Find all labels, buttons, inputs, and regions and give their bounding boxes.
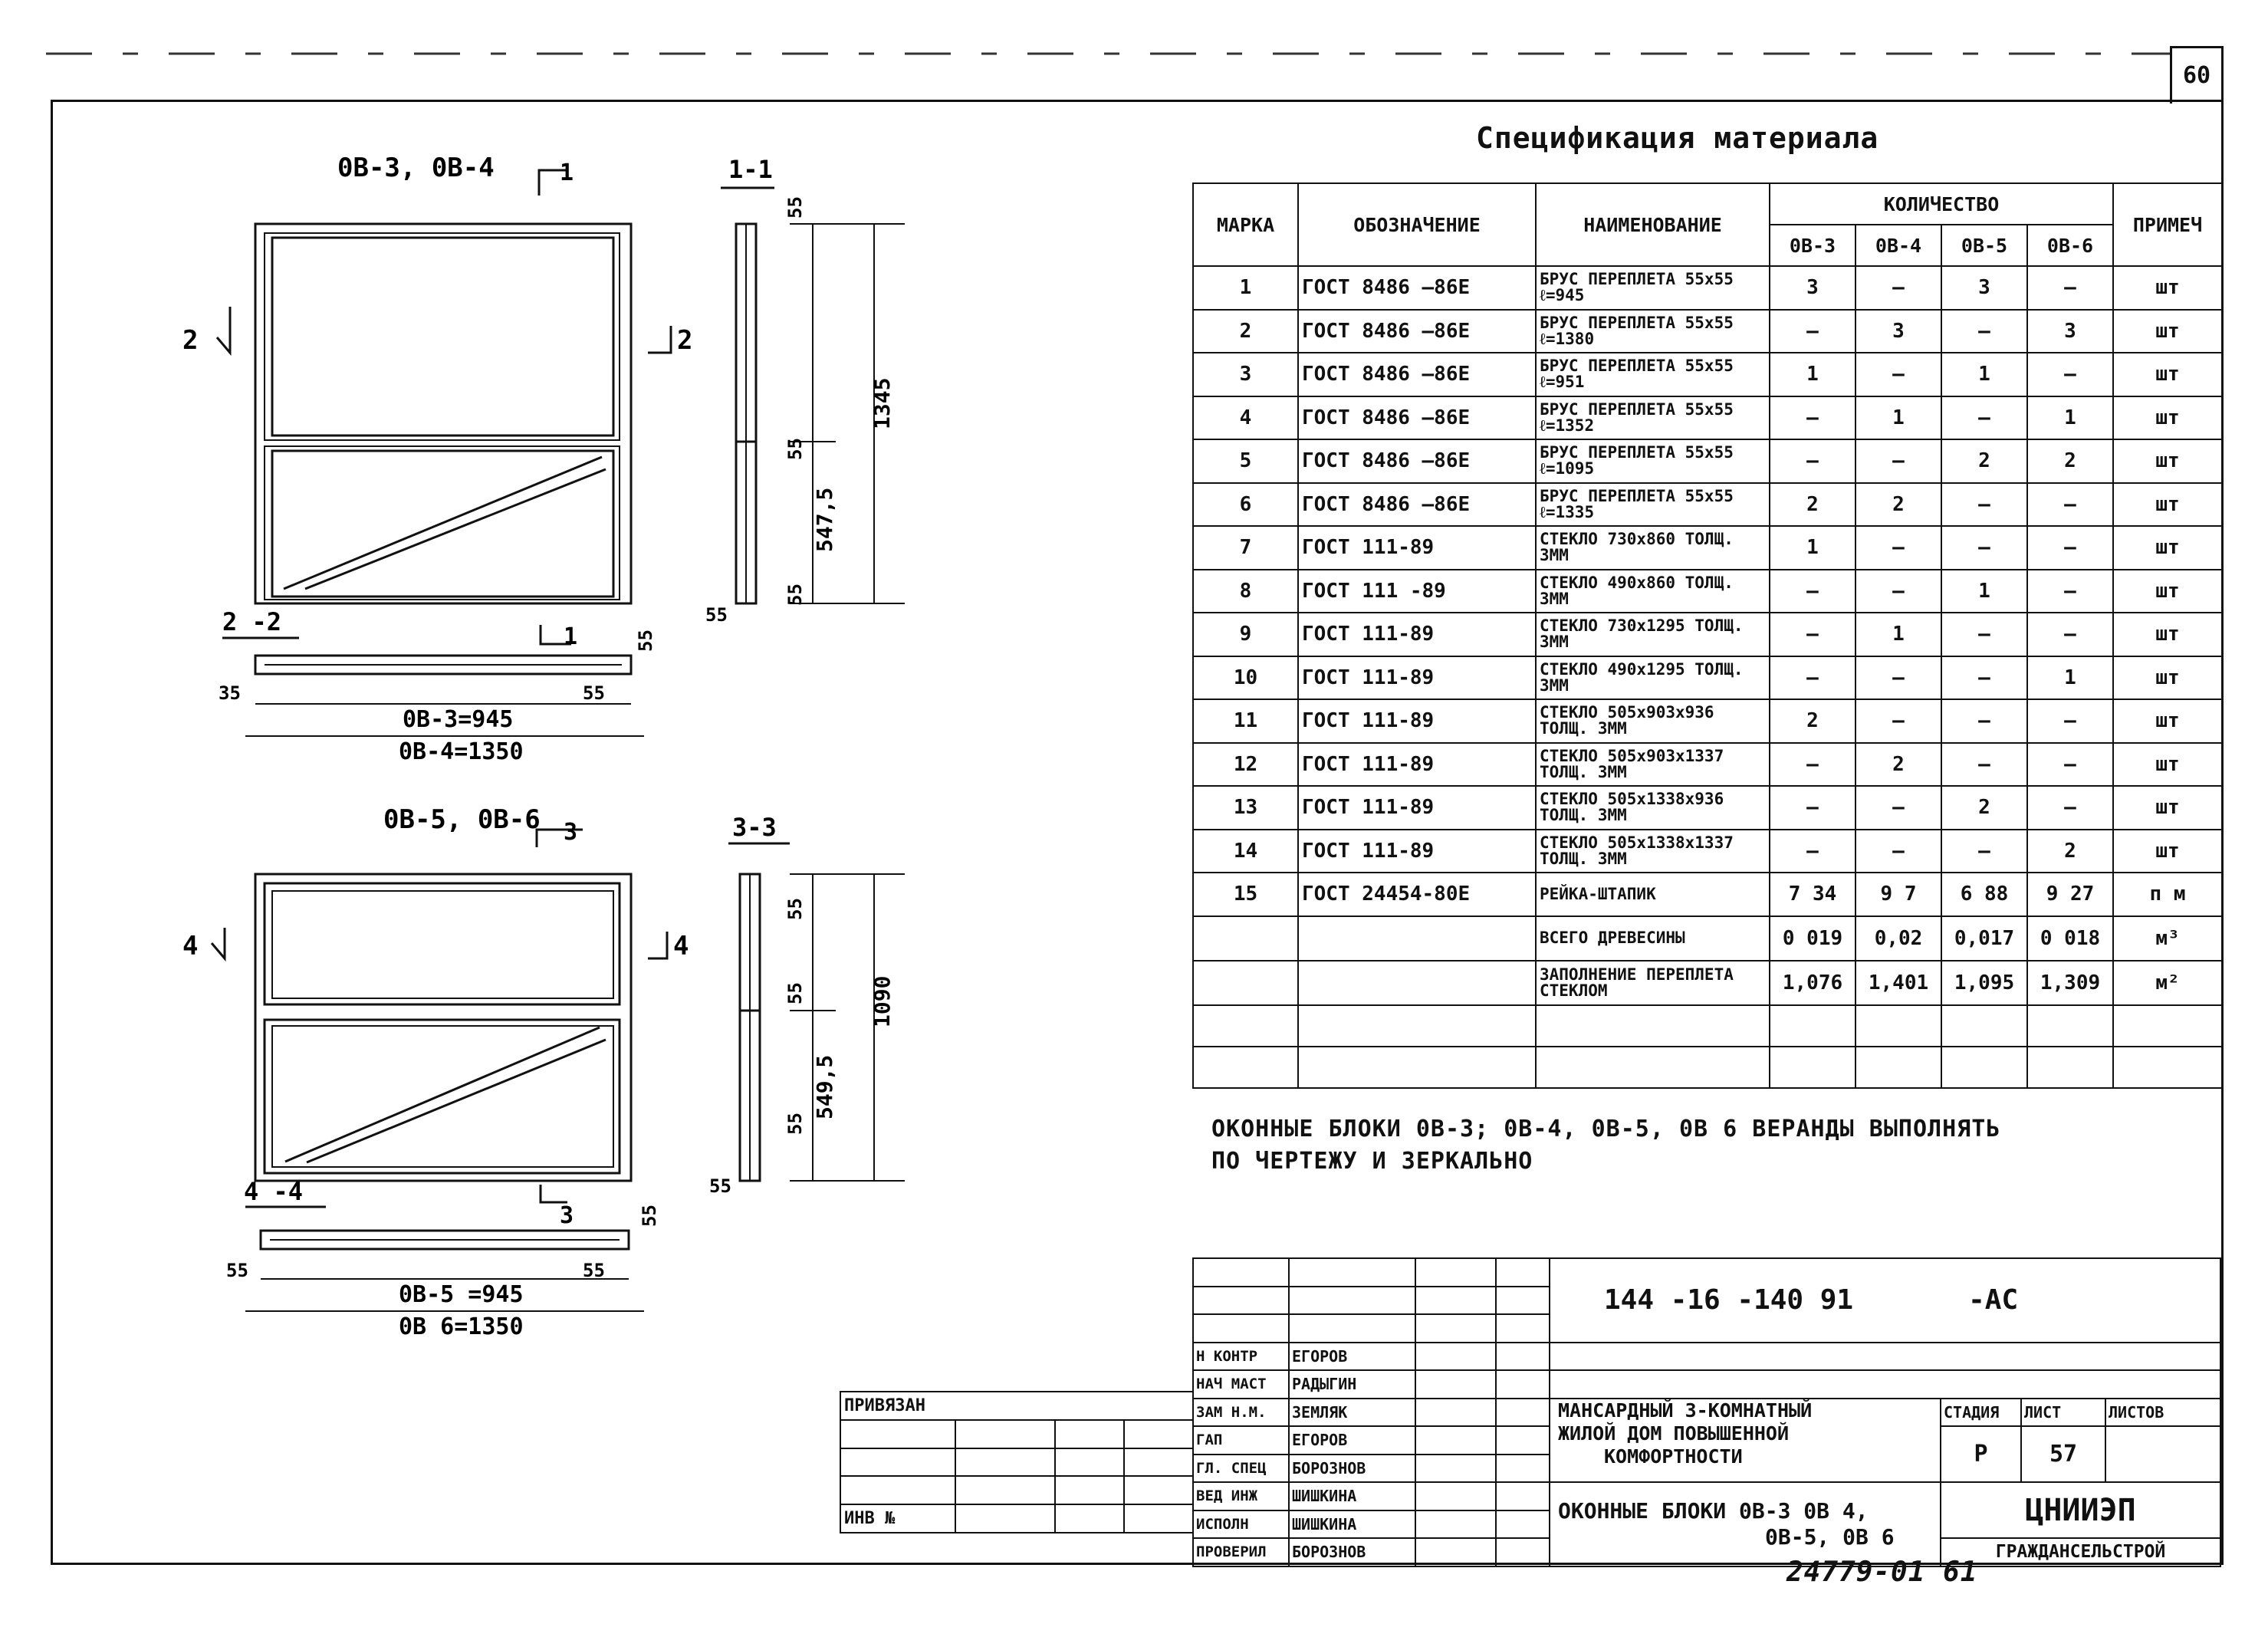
dim-55-m: 55 bbox=[583, 1260, 605, 1281]
role-label: НАЧ МАСТ bbox=[1193, 1370, 1289, 1399]
summary-name: ЗАПОЛНЕНИЕ ПЕРЕПЛЕТА СТЕКЛОМ bbox=[1536, 961, 1770, 1005]
spec-qty-ob6: — bbox=[2027, 699, 2113, 743]
spec-qty-ob4: — bbox=[1855, 570, 1941, 613]
section-3-3-label: 3-3 bbox=[732, 813, 777, 842]
spec-qty-ob3: 3 bbox=[1770, 266, 1855, 310]
spec-qty-ob6: 1 bbox=[2027, 396, 2113, 440]
title-cell bbox=[1193, 1258, 1289, 1287]
spec-note: шт bbox=[2113, 483, 2222, 527]
summary-ob6: 1,309 bbox=[2027, 961, 2113, 1005]
spec-name: БРУС ПЕРЕПЛЕТА 55х55 ℓ=945 bbox=[1536, 266, 1770, 310]
binding-label: ПРИВЯЗАН bbox=[840, 1392, 1193, 1420]
dim-35: 35 bbox=[219, 682, 241, 704]
spec-name: БРУС ПЕРЕПЛЕТА 55х55 ℓ=1380 bbox=[1536, 310, 1770, 353]
title-cell bbox=[1415, 1314, 1496, 1343]
spec-note: шт bbox=[2113, 656, 2222, 700]
spec-qty-ob4: — bbox=[1855, 353, 1941, 396]
blank-row bbox=[1193, 1047, 2222, 1088]
summary-ob4: 0,02 bbox=[1855, 916, 1941, 961]
drawing-name-line: 0В-5, 0В 6 bbox=[1765, 1524, 1895, 1550]
spec-designation: ГОСТ 24454-80Е bbox=[1298, 873, 1536, 916]
binding-block bbox=[840, 1391, 1194, 1533]
summary-row bbox=[1193, 961, 2222, 1005]
blank-row bbox=[1193, 1005, 2222, 1047]
project-name-line: ЖИЛОЙ ДОМ ПОВЫШЕННОЙ bbox=[1558, 1422, 1790, 1445]
header-note: ПРИМЕЧ bbox=[2113, 183, 2222, 266]
role-person: ШИШКИНА bbox=[1289, 1482, 1415, 1510]
summary-ob3: 0 019 bbox=[1770, 916, 1855, 961]
spec-qty-ob5: — bbox=[1941, 830, 2027, 873]
drawing-bottom-title: 0В-5, 0В-6 bbox=[383, 804, 541, 835]
spec-designation: ГОСТ 8486 —86Е bbox=[1298, 396, 1536, 440]
spec-qty-ob5: — bbox=[1941, 613, 2027, 656]
spec-name: СТЕКЛО 490х860 ТОЛЩ. 3ММ bbox=[1536, 570, 1770, 613]
spec-note: шт bbox=[2113, 266, 2222, 310]
spec-qty-ob5: — bbox=[1941, 526, 2027, 570]
dim-55-l: 55 bbox=[226, 1260, 248, 1281]
spec-mark: 13 bbox=[1193, 786, 1298, 830]
sheet-label: ЛИСТ bbox=[2021, 1399, 2105, 1427]
sheets-label: ЛИСТОВ bbox=[2105, 1399, 2220, 1427]
date-cell bbox=[1496, 1482, 1550, 1510]
dim-55-g: 55 bbox=[784, 898, 806, 920]
summary-name: ВСЕГО ДРЕВЕСИНЫ bbox=[1536, 916, 1770, 961]
table-row bbox=[1193, 396, 2222, 440]
spec-designation: ГОСТ 8486 —86Е bbox=[1298, 310, 1536, 353]
cut-1-top: 1 bbox=[560, 159, 574, 186]
stage-label: СТАДИЯ bbox=[1941, 1399, 2021, 1427]
ob5-frame-outer bbox=[255, 874, 631, 1181]
spec-qty-ob4: 2 bbox=[1855, 743, 1941, 787]
role-person: ЕГОРОВ bbox=[1289, 1343, 1415, 1371]
table-row bbox=[1193, 786, 2222, 830]
spec-mark: 10 bbox=[1193, 656, 1298, 700]
date-cell bbox=[1496, 1510, 1550, 1539]
table-row bbox=[1193, 526, 2222, 570]
summary-ob6: 0 018 bbox=[2027, 916, 2113, 961]
section-2-2-label: 2 -2 bbox=[222, 607, 282, 636]
spec-qty-ob5: 1 bbox=[1941, 570, 2027, 613]
document-code bbox=[1550, 1258, 2220, 1343]
spec-qty-ob4: — bbox=[1855, 656, 1941, 700]
spec-name: СТЕКЛО 490х1295 ТОЛЩ. 3ММ bbox=[1536, 656, 1770, 700]
table-row bbox=[1193, 266, 2222, 310]
spec-note: шт bbox=[2113, 526, 2222, 570]
spec-qty-ob4: — bbox=[1855, 266, 1941, 310]
drawing-top-title: 0В-3, 0В-4 bbox=[337, 153, 495, 183]
table-row bbox=[1193, 353, 2222, 396]
spec-note: шт bbox=[2113, 570, 2222, 613]
ob5-width: 0В-5 =945 bbox=[399, 1281, 524, 1308]
table-row bbox=[1193, 743, 2222, 787]
summary-ob3: 1,076 bbox=[1770, 961, 1855, 1005]
ob4-width: 0В-4=1350 bbox=[399, 738, 524, 765]
spec-name: РЕЙКА-ШТАПИК bbox=[1536, 873, 1770, 916]
spec-designation: ГОСТ 111-89 bbox=[1298, 699, 1536, 743]
title-cell bbox=[1289, 1258, 1415, 1287]
table-row bbox=[1193, 873, 2222, 916]
title-cell bbox=[1289, 1287, 1415, 1315]
spec-qty-ob6: — bbox=[2027, 353, 2113, 396]
date-cell bbox=[1496, 1455, 1550, 1483]
role-label: ГАП bbox=[1193, 1426, 1289, 1455]
spec-designation: ГОСТ 8486 —86Е bbox=[1298, 439, 1536, 483]
summary-ob5: 1,095 bbox=[1941, 961, 2027, 1005]
summary-ob5: 0,017 bbox=[1941, 916, 2027, 961]
spec-name: БРУС ПЕРЕПЛЕТА 55х55 ℓ=1335 bbox=[1536, 483, 1770, 527]
window-drawings bbox=[0, 0, 1150, 1380]
spec-mark: 15 bbox=[1193, 873, 1298, 916]
signature-cell bbox=[1415, 1455, 1496, 1483]
dim-1090: 1090 bbox=[869, 975, 895, 1027]
spec-title: Спецификация материала bbox=[1476, 121, 1879, 155]
table-row bbox=[1193, 830, 2222, 873]
document-code-number: 144 -16 -140 91 bbox=[1604, 1284, 1854, 1317]
spec-qty-ob4: — bbox=[1855, 439, 1941, 483]
signature-cell bbox=[1415, 1370, 1496, 1399]
dim-55-e: 55 bbox=[635, 629, 656, 652]
organization-subname: ГРАЖДАНСЕЛЬСТРОЙ bbox=[1941, 1538, 2220, 1566]
spec-qty-ob3: — bbox=[1770, 439, 1855, 483]
spec-name: БРУС ПЕРЕПЛЕТА 55х55 ℓ=1095 bbox=[1536, 439, 1770, 483]
spec-designation: ГОСТ 111-89 bbox=[1298, 656, 1536, 700]
header-ob6: 0В-6 bbox=[2027, 225, 2113, 266]
date-cell bbox=[1496, 1370, 1550, 1399]
role-person: ЕГОРОВ bbox=[1289, 1426, 1415, 1455]
drawing-name-line: ОКОННЫЕ БЛОКИ 0В-3 0В 4, bbox=[1558, 1497, 1869, 1524]
spec-mark: 3 bbox=[1193, 353, 1298, 396]
spec-qty-ob6: — bbox=[2027, 786, 2113, 830]
role-label: ЗАМ Н.М. bbox=[1193, 1399, 1289, 1427]
cut-2-left: 2 bbox=[182, 325, 199, 356]
spec-name: БРУС ПЕРЕПЛЕТА 55х55 ℓ=1352 bbox=[1536, 396, 1770, 440]
title-cell bbox=[1193, 1314, 1289, 1343]
spec-qty-ob6: — bbox=[2027, 483, 2113, 527]
spec-qty-ob3: 7 34 bbox=[1770, 873, 1855, 916]
spec-qty-ob3: — bbox=[1770, 310, 1855, 353]
dim-547-5: 547,5 bbox=[812, 487, 837, 552]
spec-qty-ob5: 2 bbox=[1941, 439, 2027, 483]
title-cell bbox=[1415, 1287, 1496, 1315]
spec-mark: 1 bbox=[1193, 266, 1298, 310]
spec-mark: 6 bbox=[1193, 483, 1298, 527]
role-label: ВЕД ИНЖ bbox=[1193, 1482, 1289, 1510]
table-row bbox=[1193, 439, 2222, 483]
title-spacer bbox=[1550, 1343, 2220, 1371]
spec-note: шт bbox=[2113, 396, 2222, 440]
spec-designation: ГОСТ 111-89 bbox=[1298, 613, 1536, 656]
title-cell bbox=[1496, 1314, 1550, 1343]
spec-mark: 7 bbox=[1193, 526, 1298, 570]
table-row bbox=[1193, 310, 2222, 353]
signature-cell bbox=[1415, 1510, 1496, 1539]
spec-qty-ob4: — bbox=[1855, 786, 1941, 830]
project-name-line: КОМФОРТНОСТИ bbox=[1604, 1445, 1743, 1468]
signature-cell bbox=[1415, 1538, 1496, 1566]
role-person: РАДЫГИН bbox=[1289, 1370, 1415, 1399]
spec-qty-ob6: 3 bbox=[2027, 310, 2113, 353]
stage-value: Р bbox=[1941, 1426, 2021, 1482]
spec-qty-ob5: — bbox=[1941, 396, 2027, 440]
signature-cell bbox=[1415, 1399, 1496, 1427]
dim-549-5: 549,5 bbox=[812, 1054, 837, 1119]
spec-qty-ob4: 1 bbox=[1855, 613, 1941, 656]
spec-note: шт bbox=[2113, 439, 2222, 483]
spec-qty-ob4: 9 7 bbox=[1855, 873, 1941, 916]
spec-designation: ГОСТ 111-89 bbox=[1298, 786, 1536, 830]
role-label: Н КОНТР bbox=[1193, 1343, 1289, 1371]
spec-mark: 14 bbox=[1193, 830, 1298, 873]
project-name-line: МАНСАРДНЫЙ 3-КОМНАТНЫЙ bbox=[1558, 1399, 1813, 1422]
spec-qty-ob4: — bbox=[1855, 526, 1941, 570]
section-1-1-label: 1-1 bbox=[728, 155, 773, 184]
role-label: ИСПОЛН bbox=[1193, 1510, 1289, 1539]
spec-designation: ГОСТ 111-89 bbox=[1298, 830, 1536, 873]
sheets-value bbox=[2105, 1426, 2220, 1482]
header-ob4: 0В-4 bbox=[1855, 225, 1941, 266]
spec-qty-ob5: 2 bbox=[1941, 786, 2027, 830]
header-mark: МАРКА bbox=[1193, 183, 1298, 266]
spec-designation: ГОСТ 111-89 bbox=[1298, 526, 1536, 570]
title-cell bbox=[1415, 1258, 1496, 1287]
spec-qty-ob6: 1 bbox=[2027, 656, 2113, 700]
spec-qty-ob3: 2 bbox=[1770, 483, 1855, 527]
cut-4-left: 4 bbox=[182, 931, 199, 961]
dim-55-h: 55 bbox=[784, 982, 806, 1004]
spec-qty-ob3: — bbox=[1770, 656, 1855, 700]
section-4-4-label: 4 -4 bbox=[244, 1177, 304, 1206]
spec-mark: 11 bbox=[1193, 699, 1298, 743]
title-spacer bbox=[1550, 1370, 2220, 1399]
table-row bbox=[1193, 656, 2222, 700]
spec-qty-ob3: 1 bbox=[1770, 526, 1855, 570]
cut-2-right: 2 bbox=[677, 325, 693, 356]
title-block bbox=[1192, 1257, 2221, 1567]
spec-qty-ob3: — bbox=[1770, 570, 1855, 613]
header-ob5: 0В-5 bbox=[1941, 225, 2027, 266]
spec-qty-ob3: — bbox=[1770, 786, 1855, 830]
dim-55-a: 55 bbox=[784, 196, 806, 219]
spec-qty-ob4: 3 bbox=[1855, 310, 1941, 353]
ob3-width: 0В-3=945 bbox=[403, 706, 514, 733]
role-label: ПРОВЕРИЛ bbox=[1193, 1538, 1289, 1566]
spec-qty-ob3: — bbox=[1770, 830, 1855, 873]
note-line-2: ПО ЧЕРТЕЖУ И ЗЕРКАЛЬНО bbox=[1211, 1148, 1533, 1175]
document-code-suffix: -АС bbox=[1968, 1284, 2019, 1317]
role-person: БОРОЗНОВ bbox=[1289, 1538, 1415, 1566]
spec-name: СТЕКЛО 730х1295 ТОЛЩ. 3ММ bbox=[1536, 613, 1770, 656]
summary-unit: м³ bbox=[2113, 916, 2222, 961]
spec-qty-ob3: — bbox=[1770, 396, 1855, 440]
signature-cell bbox=[1415, 1343, 1496, 1371]
dim-55-d: 55 bbox=[705, 604, 728, 626]
spec-qty-ob6: — bbox=[2027, 266, 2113, 310]
role-person: БОРОЗНОВ bbox=[1289, 1455, 1415, 1483]
spec-qty-ob5: 6 88 bbox=[1941, 873, 2027, 916]
spec-qty-ob4: — bbox=[1855, 699, 1941, 743]
date-cell bbox=[1496, 1426, 1550, 1455]
date-cell bbox=[1496, 1399, 1550, 1427]
spec-note: шт bbox=[2113, 699, 2222, 743]
spec-qty-ob5: — bbox=[1941, 483, 2027, 527]
spec-qty-ob6: — bbox=[2027, 613, 2113, 656]
spec-qty-ob6: — bbox=[2027, 570, 2113, 613]
header-name: НАИМЕНОВАНИЕ bbox=[1536, 183, 1770, 266]
drawing-name bbox=[1550, 1482, 1941, 1566]
spec-qty-ob4: — bbox=[1855, 830, 1941, 873]
spec-qty-ob6: 2 bbox=[2027, 439, 2113, 483]
header-ob3: 0В-3 bbox=[1770, 225, 1855, 266]
ob5-upper-glass bbox=[265, 883, 620, 1004]
cut-3-bottom: 3 bbox=[560, 1202, 574, 1229]
title-cell bbox=[1193, 1287, 1289, 1315]
dim-1345: 1345 bbox=[869, 377, 895, 429]
spec-qty-ob5: 1 bbox=[1941, 353, 2027, 396]
header-qty: КОЛИЧЕСТВО bbox=[1770, 183, 2113, 225]
table-row bbox=[1193, 699, 2222, 743]
cut-1-bottom: 1 bbox=[564, 623, 578, 650]
ob6-width: 0В 6=1350 bbox=[399, 1313, 524, 1340]
date-cell bbox=[1496, 1538, 1550, 1566]
dim-55-b: 55 bbox=[784, 438, 806, 460]
spec-qty-ob3: — bbox=[1770, 743, 1855, 787]
project-name bbox=[1550, 1399, 1941, 1483]
spec-mark: 9 bbox=[1193, 613, 1298, 656]
spec-name: СТЕКЛО 730х860 ТОЛЩ. 3ММ bbox=[1536, 526, 1770, 570]
spec-qty-ob6: — bbox=[2027, 526, 2113, 570]
signature-cell bbox=[1415, 1426, 1496, 1455]
table-row bbox=[1193, 613, 2222, 656]
spec-note: шт bbox=[2113, 310, 2222, 353]
title-cell bbox=[1496, 1258, 1550, 1287]
spec-qty-ob5: — bbox=[1941, 699, 2027, 743]
note-line-1: ОКОННЫЕ БЛОКИ 0В-3; 0В-4, 0В-5, 0В 6 ВЕРАНДЫ ВЫПОЛНЯТЬ bbox=[1211, 1116, 2001, 1142]
title-cell bbox=[1496, 1287, 1550, 1315]
spec-qty-ob5: 3 bbox=[1941, 266, 2027, 310]
spec-mark: 5 bbox=[1193, 439, 1298, 483]
cut-4-right: 4 bbox=[673, 931, 689, 961]
header-designation: ОБОЗНАЧЕНИЕ bbox=[1298, 183, 1536, 266]
spec-mark: 8 bbox=[1193, 570, 1298, 613]
role-person: ШИШКИНА bbox=[1289, 1510, 1415, 1539]
spec-name: БРУС ПЕРЕПЛЕТА 55х55 ℓ=951 bbox=[1536, 353, 1770, 396]
dim-55-f: 55 bbox=[583, 682, 605, 704]
dim-55-c: 55 bbox=[784, 583, 806, 606]
ob3-frame-outer bbox=[255, 224, 631, 603]
spec-designation: ГОСТ 8486 —86Е bbox=[1298, 483, 1536, 527]
summary-row bbox=[1193, 916, 2222, 961]
ob3-diagonal bbox=[284, 457, 602, 589]
spec-designation: ГОСТ 111-89 bbox=[1298, 743, 1536, 787]
spec-qty-ob6: 9 27 bbox=[2027, 873, 2113, 916]
spec-qty-ob3: 2 bbox=[1770, 699, 1855, 743]
spec-qty-ob5: — bbox=[1941, 656, 2027, 700]
spec-note: шт bbox=[2113, 613, 2222, 656]
spec-note: шт bbox=[2113, 830, 2222, 873]
spec-qty-ob4: 1 bbox=[1855, 396, 1941, 440]
spec-note: шт bbox=[2113, 786, 2222, 830]
summary-unit: м² bbox=[2113, 961, 2222, 1005]
spec-qty-ob4: 2 bbox=[1855, 483, 1941, 527]
summary-ob4: 1,401 bbox=[1855, 961, 1941, 1005]
spec-designation: ГОСТ 8486 —86Е bbox=[1298, 353, 1536, 396]
ob3-upper-glass bbox=[272, 238, 613, 436]
spec-name: СТЕКЛО 505х1338х936 ТОЛЩ. 3ММ bbox=[1536, 786, 1770, 830]
table-row bbox=[1193, 570, 2222, 613]
spec-qty-ob5: — bbox=[1941, 743, 2027, 787]
spec-mark: 2 bbox=[1193, 310, 1298, 353]
spec-qty-ob3: — bbox=[1770, 613, 1855, 656]
spec-name: СТЕКЛО 505х903х1337 ТОЛЩ. 3ММ bbox=[1536, 743, 1770, 787]
sheet-value: 57 bbox=[2021, 1426, 2105, 1482]
spec-qty-ob5: — bbox=[1941, 310, 2027, 353]
spec-note: шт bbox=[2113, 353, 2222, 396]
table-row bbox=[1193, 483, 2222, 527]
specification-table bbox=[1192, 182, 2223, 1089]
archive-number: 24779-01 61 bbox=[1786, 1556, 1978, 1588]
spec-mark: 12 bbox=[1193, 743, 1298, 787]
dim-55-i: 55 bbox=[784, 1113, 806, 1135]
date-cell bbox=[1496, 1343, 1550, 1371]
cut-3-top: 3 bbox=[564, 819, 578, 846]
organization-name: ЦНИИЭП bbox=[1941, 1482, 2220, 1538]
role-label: ГЛ. СПЕЦ bbox=[1193, 1455, 1289, 1483]
ob5-diagonal bbox=[285, 1027, 600, 1162]
dim-55-k: 55 bbox=[639, 1205, 660, 1227]
spec-qty-ob6: 2 bbox=[2027, 830, 2113, 873]
spec-designation: ГОСТ 8486 —86Е bbox=[1298, 266, 1536, 310]
spec-qty-ob6: — bbox=[2027, 743, 2113, 787]
spec-name: СТЕКЛО 505х903х936 ТОЛЩ. 3ММ bbox=[1536, 699, 1770, 743]
role-person: ЗЕМЛЯК bbox=[1289, 1399, 1415, 1427]
spec-note: п м bbox=[2113, 873, 2222, 916]
title-cell bbox=[1289, 1314, 1415, 1343]
spec-name: СТЕКЛО 505х1338х1337 ТОЛЩ. 3ММ bbox=[1536, 830, 1770, 873]
spec-note: шт bbox=[2113, 743, 2222, 787]
spec-mark: 4 bbox=[1193, 396, 1298, 440]
dim-55-j: 55 bbox=[709, 1175, 731, 1197]
spec-designation: ГОСТ 111 -89 bbox=[1298, 570, 1536, 613]
signature-cell bbox=[1415, 1482, 1496, 1510]
inventory-label: ИНВ № bbox=[840, 1504, 955, 1533]
sheet-number: 60 bbox=[2170, 46, 2224, 104]
spec-qty-ob3: 1 bbox=[1770, 353, 1855, 396]
